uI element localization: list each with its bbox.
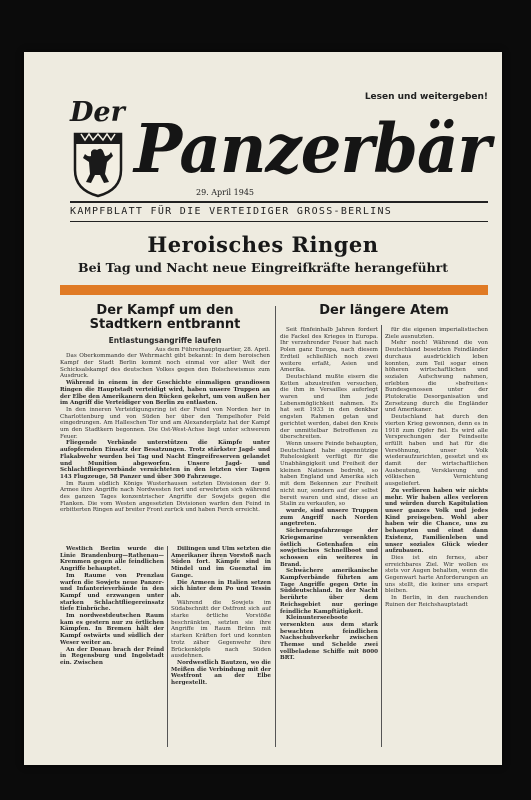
masthead-rule-top bbox=[70, 201, 488, 203]
article-right-paragraph: für die eigenen imperialistischen Ziele ausnutzten. bbox=[385, 327, 488, 340]
article-mid-paragraph: Nordwestlich Bautzen, wo die Meißen die Verbindung mit der Westfront an der Elbe hergestellt. bbox=[171, 659, 271, 687]
article-left-paragraph: Westlich Berlin wurde die Linie Brandenburg—Rathenau—Kremmen gegen alle feindlichen Angriffe behauptet. bbox=[60, 546, 164, 573]
article-left-paragraph: In den inneren Verteidigungsring ist der Feind von Norden her in Charlottenburg und von Süden her über den Tempelhofer Feld eingedrungen. Am Halleschen Tor und am Alexanderplatz hat der Kampf um den Stadtkern begonnen. Die Ost-West-Achse liegt unter schwerem Feuer. bbox=[60, 406, 270, 440]
article-left-continued bbox=[60, 546, 164, 751]
article-right-paragraph: wurde, sind unsere Truppen zum Angriff nach Norden angetreten. bbox=[280, 507, 378, 528]
article-left-subtitle: Entlastungsangriffe laufen bbox=[108, 335, 222, 345]
issue-date: 29. April 1945 bbox=[196, 188, 255, 197]
article-right-column-1 bbox=[280, 327, 378, 752]
article-left-paragraph: An der Donau brach der Feind in Regensburg und Ingolstadt ein. Zwischen bbox=[60, 646, 164, 666]
article-left-dateline: Aus dem Führerhauptquartier, 28. April. bbox=[155, 346, 270, 353]
article-right-paragraph: Seit fünfeinhalb Jahren fordert die Fackel des Krieges in Europa. Ihr verzehrender Feuer hat nach Polen ganz Europa, nach diesem Erdteil schließlich noch zwei weitere erfaßt, Asien und Amerika. bbox=[280, 327, 378, 374]
article-left-paragraph: Im nordwestdeutschen Raum kam es gestern nur zu örtlichen Kämpfen. In Bremen hält der Kampf ostwärts und südlich der Weser weiter an. bbox=[60, 613, 164, 646]
article-left-paragraph: Im Raum südlich Königs Wusterhausen setzten Divisionen der 9. Armee ihre Angriffe nach Nordwesten fort und erwehrten sich während des ganzen Tages konzentrischer Angriffe der Sowjets gegen die Flanken. Die vom Westen angesetzten Divisionen warfen den Feind in erbitterten Ringen auf breiter Front zurück und haben Ferch erreicht. bbox=[60, 480, 270, 514]
article-right-header bbox=[280, 304, 488, 324]
article-mid-paragraph: Dillingen und Ulm setzten die Amerikaner ihren Vorstoß nach Süden fort. Kämpfe sind in Mindel und im Guenztal im Gange. bbox=[171, 546, 271, 579]
article-left-paragraph: Das Oberkommando der Wehrmacht gibt bekannt: In dem heroischen Kampf der Stadt Berlin kommt noch einmal vor aller Welt der Schicksalskampf des deutschen Volkes gegen den Bolschewismus zum Ausdruck. bbox=[60, 353, 270, 380]
article-mid-paragraph: Während die Sowjets im Südabschnitt der Ostfront sich auf starke örtliche Vorstöße beschränkten, setzten sie ihre Angriffe im Raum Brünn mit starken Kräften fort und konnten trotz zäher Gegenwehr ihre Brückenköpfe nach Süden ausdehnen. bbox=[171, 599, 271, 660]
slogan: Lesen und weitergeben! bbox=[364, 92, 488, 102]
article-left-paragraph: Fliegende Verbände unterstützen die Kämpfe unter aufopfernden Einsatz der Besatzungen. Trotz stärkster Jagd- und Flakabwehr wurden bei Tag und Nacht Eingreifreserven gelandet und Munition abgeworfen. Unsere Jagd- und Schlachtfliegerverbände vernichteten in den letzten vier Tagen 143 Flugzeuge, 58 Panzer und über 300 Fahrzeuge. bbox=[60, 440, 270, 480]
article-right-paragraph: Sicherungsfahrzeuge der Kriegsmarine versenkten östlich Gotenhafen ein sowjetisches Schnellboot und schossen ein weiteres in Brand. bbox=[280, 528, 378, 568]
column-divider bbox=[275, 306, 276, 747]
article-right-paragraph: In Berlin, in den rauchenden Ruinen der Reichshauptstadt bbox=[385, 595, 488, 608]
article-left-paragraph: Während in einem in der Geschichte einmaligen grandiosen Ringen die Hauptstadt verteidigt wird, haben unsere Truppen an der Elbe den Amerikanern den Rücken gekehrt, um von außen her im Angriff die Verteidiger von Berlin zu entlasten. bbox=[60, 380, 270, 407]
article-right-paragraph: Zu verlieren haben wir nichts mehr. Wir haben alles verloren und würden durch Kapitulation unser ganzes Volk und jedes Kind preisgeben. Wohl aber haben wir die Chance, uns zu behaupten und einst dann Existenz, Familienleben und unser soziales Glück wieder aufzubauen. bbox=[385, 487, 488, 555]
article-right-paragraph: Wenn unsere Feinde behaupten, Deutschland habe eigennützige Ruhelosigkeit verfügt für die Unabhängigkeit und Freiheit der kleinen Nationen bedroht, so haben England und Amerika sich mit dem Bekennen zur Freiheit nicht nur, sondern auf der selbst bereit waren und sind, diese an Stalin zu verkaufen, so bbox=[280, 440, 378, 508]
article-right-paragraph: Mehr noch! Während die von Deutschland besetzten Feindländer durchaus ausdrücklich leben konnten, zum Teil sogar einen höheren wirtschaftlichen und sozialen Aufschwung nahmen, erlebten die »befreiten« Bundesgenossen unter der Plutokratie Desorganisation und Zersetzung durch die Engländer und Amerikaner. bbox=[385, 340, 488, 414]
newspaper-page bbox=[24, 52, 502, 765]
article-mid-paragraph: Die Armeen in Italien setzen sich hinter dem Po und Tessin ab. bbox=[171, 579, 271, 599]
sub-headline: Bei Tag und Nacht neue Eingreifkräfte herangeführt bbox=[78, 260, 448, 275]
article-right-column-2 bbox=[385, 327, 488, 752]
article-right-paragraph: Dies ist ein fernes, aber erreichbares Ziel. Wir wollen es stets vor Augen behalten, wenn die Gegenwart harte Anforderungen an uns stellt, die keiner uns erspart bleiben. bbox=[385, 554, 488, 595]
masthead-der: Der bbox=[70, 97, 125, 128]
article-right-paragraph: Schwächere amerikanische Kampfverbände führten am Tage Angriffe gegen Orte in Süddeutschland. In der Nacht berührte über dem Reichsgebiet nur geringe feindliche Kampftätigkeit. bbox=[280, 568, 378, 615]
masthead-subtitle: KAMPFBLATT FÜR DIE VERTEIDIGER GROSS-BERLINS bbox=[70, 206, 393, 217]
berlin-bear-shield-icon bbox=[71, 130, 125, 198]
main-headline: Heroisches Ringen bbox=[147, 232, 379, 257]
article-right-paragraph: Deutschland hat durch den vierten Krieg gewonnen, denn es in 1918 zum Opfer fiel. Es wird alle Versprechungen der Feindseite erfüllt haben und hat für die Versöhnung, unser Volk wiederaufzurichten, gesetzt und es damit der wirtschaftlichen Ausbeutung, Versklavung und völkischen Vernichtung ausgeliefert. bbox=[385, 414, 488, 488]
masthead-rule-bottom bbox=[70, 221, 488, 222]
column-divider bbox=[167, 546, 168, 747]
article-left-title: Der Kampf um den Stadtkern entbrannt bbox=[89, 304, 241, 333]
article-right-title: Der längere Atem bbox=[319, 304, 449, 318]
masthead-title: Panzerbär bbox=[134, 110, 491, 189]
column-divider bbox=[381, 325, 382, 747]
article-left bbox=[60, 304, 270, 544]
article-right-paragraph: Kleinunterseeboote versenkten aus dem stark bewachten feindlichen Nachschubverkehr zwischen Themse und Schelde zwei vollbeladene Schiffe mit 8000 BRT. bbox=[280, 615, 378, 662]
orange-banner-bar bbox=[60, 285, 488, 295]
article-left-continued-2 bbox=[171, 546, 271, 751]
article-left-paragraph: Im Raume von Prenzlau warfen die Sowjets neue Panzer- und Infanterieverbände in den Kampf und erzwangen unter starken Schlachtfliegereinsatz tiefe Einbrüche. bbox=[60, 572, 164, 613]
article-right-paragraph: Deutschland mußte eisern die Ketten abzustreifen versuchen, die ihm in Versailles auferlegt waren und ihm jede Lebensmöglichkeit nahmen. Es hat seit 1933 in den denkbar engsten Rahmen getan und gerichtet werden, dabei den Kreis der unmittelbar Betroffenen zu überschreiten. bbox=[280, 373, 378, 441]
